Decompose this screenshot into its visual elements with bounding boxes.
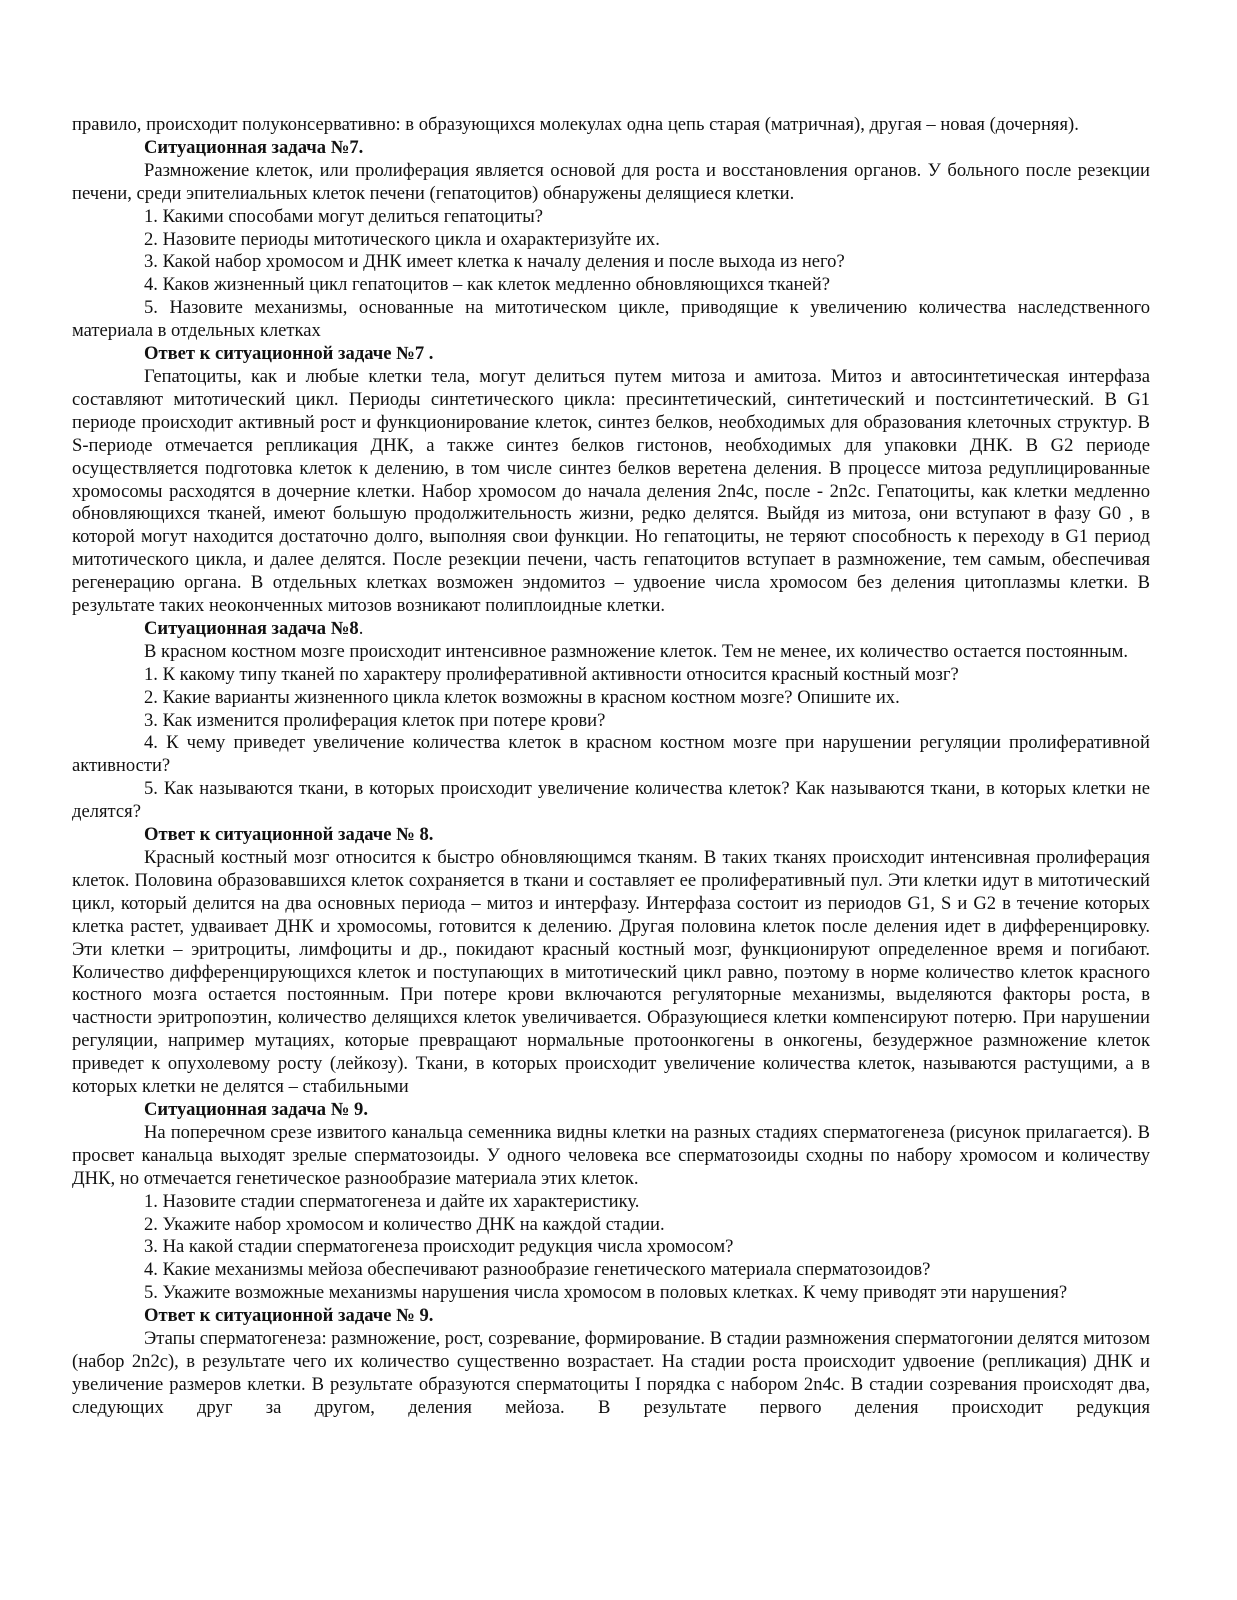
task7-answer-heading: Ответ к ситуационной задаче №7 . (144, 343, 434, 365)
task7-question-5: 5. Назовите механизмы, основанные на митотическом цикле, приводящие к увеличению количества наследственного материала в отдельных клетках (72, 297, 1150, 342)
intro-paragraph: правило, происходит полуконсервативно: в образующихся молекулах одна цепь старая (матричная), другая – новая (дочерняя). (72, 114, 1079, 135)
task8-answer: Красный костный мозг относится к быстро обновляющимся тканям. В таких тканях происходит интенсивная пролиферация клеток. Половина образовавшихся клеток сохраняется в ткани и составляет ее пролиферативный пул. Эти клетки идут в митотический цикл, который делится на два основных периода – митоз и интерфазу. Интерфаза состоит из периодов G1, S и G2 в течение которых клетка растет, удваивает ДНК и хромосомы, готовится к делению. Другая половина клеток после деления идет в дифференцировку. Эти клетки – эритроциты, лимфоциты и др., покидают красный костный мозг, функционируют определенное время и погибают. Количество дифференцирующихся клеток и поступающих в митотический цикл равно, поэтому в норме количество клеток красного костного мозга остается постоянным. При потере крови включаются регуляторные механизмы, выделяются факторы роста, в частности эритропоэтин, количество делящихся клеток увеличивается. Образующиеся клетки компенсируют потерю. При нарушении регуляции, например мутациях, которые превращают нормальные протоонкогены в онкогены, безудержное размножение клеток приведет к опухолевому росту (лейкозу). Ткани, в которых происходит увеличение количества клеток, называются растущими, а в которых клетки не делятся – стабильными (72, 847, 1150, 1098)
task9-answer: Этапы сперматогенеза: размножение, рост, созревание, формирование. В стадии размножения сперматогонии делятся митозом (набор 2n2c), в результате чего их количество существенно возрастает. На стадии роста происходит удвоение (репликация) ДНК и увеличение размеров клетки. В результате образуются сперматоциты I порядка с набором 2n4c. В стадии созревания происходят два, следующих друг за другом, деления мейоза. В результате первого деления происходит редукция (72, 1328, 1150, 1418)
task9-text: На поперечном срезе извитого канальца семенника видны клетки на разных стадиях сперматогенеза (рисунок прилагается). В просвет канальца выходят зрелые сперматозоиды. У одного человека все сперматозоиды сходны по набору хромосом и количеству ДНК, но отмечается генетическое разнообразие материала этих клеток. (72, 1121, 1150, 1189)
task8-question-1: 1. К какому типу тканей по характеру пролиферативной активности относится красный костный мозг? (144, 663, 959, 685)
task8-heading (72, 618, 1150, 641)
task9-question-5: 5. Укажите возможные механизмы нарушения числа хромосом в половых клетках. К чему приводят эти нарушения? (144, 1282, 1068, 1304)
task7-question-1: 1. Какими способами могут делиться гепатоциты? (144, 205, 544, 227)
task7-question-3: 3. Какой набор хромосом и ДНК имеет клетка к началу деления и после выхода из него? (144, 251, 845, 273)
task8-question-5: 5. Как называются ткани, в которых происходит увеличение количества клеток? Как называются ткани, в которых клетки не делятся? (72, 778, 1150, 823)
task8-question-4: 4. К чему приведет увеличение количества клеток в красном костном мозге при нарушении регуляции пролиферативной активности? (72, 732, 1150, 777)
task9-question-1: 1. Назовите стадии сперматогенеза и дайте их характеристику. (144, 1190, 640, 1212)
task8-heading-period: . (358, 617, 364, 639)
task7-question-2: 2. Назовите периоды митотического цикла и охарактеризуйте их. (144, 228, 660, 250)
task9-answer-heading: Ответ к ситуационной задаче № 9. (144, 1305, 434, 1327)
task9-heading: Ситуационная задача № 9. (144, 1098, 368, 1120)
task8-text: В красном костном мозге происходит интенсивное размножение клеток. Тем не менее, их количество остается постоянным. (144, 640, 1129, 662)
task8-heading-text: Ситуационная задача №8 (144, 617, 359, 639)
task7-heading: Ситуационная задача №7. (144, 136, 364, 158)
task9-question-3: 3. На какой стадии сперматогенеза происходит редукция числа хромосом? (144, 1236, 734, 1258)
task8-question-2: 2. Какие варианты жизненного цикла клеток возможны в красном костном мозге? Опишите их. (144, 686, 900, 708)
task9-question-2: 2. Укажите набор хромосом и количество ДНК на каждой стадии. (144, 1213, 665, 1235)
task7-question-4: 4. Каков жизненный цикл гепатоцитов – как клеток медленно обновляющихся тканей? (144, 274, 831, 296)
task8-question-3: 3. Как изменится пролиферация клеток при потере крови? (144, 709, 606, 731)
task8-answer-heading: Ответ к ситуационной задаче № 8. (144, 824, 434, 846)
task9-question-4: 4. Какие механизмы мейоза обеспечивают разнообразие генетического материала сперматозоидов? (144, 1259, 931, 1281)
task7-answer: Гепатоциты, как и любые клетки тела, могут делиться путем митоза и амитоза. Митоз и автосинтетическая интерфаза составляют митотический цикл. Периоды синтетического цикла: пресинтетический, синтетический и постсинтетический. В G1 периоде происходит активный рост и функционирование клеток, синтез белков, необходимых для образования клеточных структур. В S-периоде отмечается репликация ДНК, а также синтез белков гистонов, необходимых для упаковки ДНК. В G2 периоде осуществляется подготовка клеток к делению, в том числе синтез белков веретена деления. В процессе митоза редуплицированные хромосомы расходятся в дочерние клетки. Набор хромосом до начала деления 2n4c, после - 2n2c. Гепатоциты, как клетки медленно обновляющихся тканей, имеют большую продолжительность жизни, редко делятся. Выйдя из митоза, они вступают в фазу G0 , в которой могут находится достаточно долго, выполняя свои функции. Но гепатоциты, не теряют способность к переходу в G1 период митотического цикла, и далее делятся. После резекции печени, часть гепатоцитов вступает в размножение, тем самым, обеспечивая регенерацию органа. В отдельных клетках возможен эндомитоз – удвоение числа хромосом без деления цитоплазмы клетки. В результате таких неоконченных митозов возникают полиплоидные клетки. (72, 365, 1150, 617)
task7-text: Размножение клеток, или пролиферация является основой для роста и восстановления органов. У больного после резекции печени, среди эпителиальных клеток печени (гепатоцитов) обнаружены делящиеся клетки. (72, 159, 1150, 204)
